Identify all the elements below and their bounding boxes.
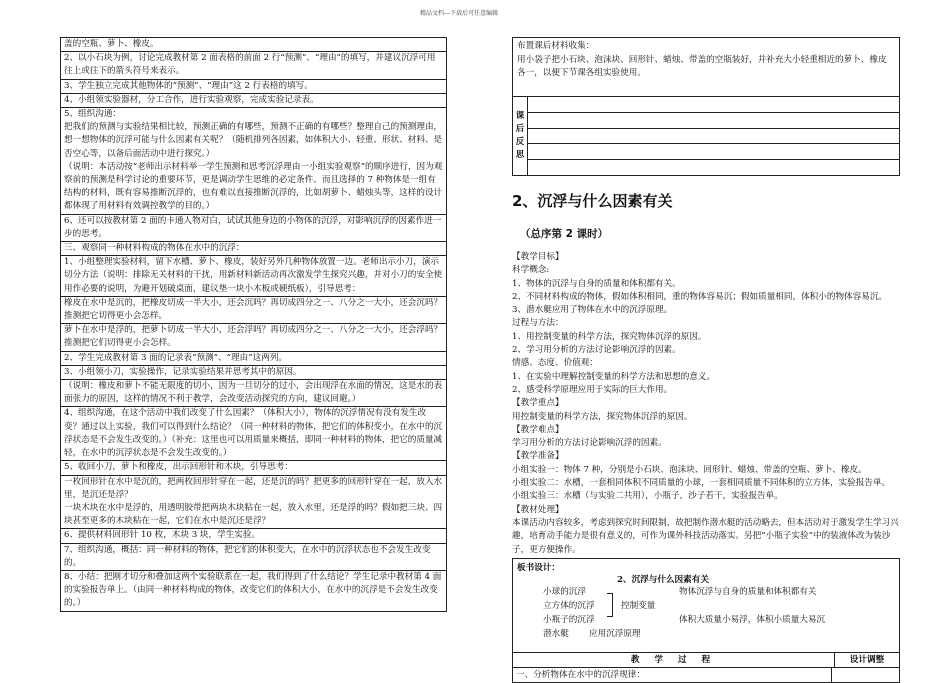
table-row bbox=[61, 366, 446, 380]
row-text: （说明：本活动按“老师出示材料举一学生预测和思考沉浮理由一小组实验观察”的顺序进行，因为观察前的预测是科学讨论的重要环节，更是调动学生思维的必定条件。而且选择的 7 种物体是一组有结构的材料，既有容易推断沉浮的，也有难以直接推断沉浮的，比如胡萝卜、蜡烛头等，这样的设计都体现了用材料有效调控教学的目的。） bbox=[64, 161, 443, 212]
table-row bbox=[61, 215, 446, 242]
table-row bbox=[61, 94, 446, 108]
row-text: 把我们的预测与实验结果相比较，预测正确的有哪些，预测不正确的有哪些？整理自己的预测理由，想一想物体的沉浮可能与什么因素有关呢？（随机排列各因素，如体积大小、轻重、形状、材料、是否空心等，以备后面活动中进行探究。） bbox=[64, 122, 443, 159]
reflection-char: 思 bbox=[515, 150, 525, 160]
lesson-title: 2、沉浮与什么因素有关 bbox=[512, 192, 673, 210]
reflection-line bbox=[528, 129, 899, 145]
body-line: 【教学准备】 bbox=[512, 451, 564, 462]
body-line: 1、在实验中理解控制变量的科学方法和思想的意义。 bbox=[512, 371, 716, 382]
body-line: 科学概念: bbox=[512, 265, 550, 276]
body-line: 【教学重点】 bbox=[512, 398, 564, 409]
table-row bbox=[61, 256, 446, 297]
board-item: 小瓶子的沉浮 bbox=[543, 614, 595, 625]
lesson-body bbox=[512, 251, 900, 557]
row-text: 盖的空瓶、萝卜、橡皮。 bbox=[64, 39, 159, 49]
reflection-line bbox=[528, 160, 899, 175]
row-text: 一块木块在水中是浮的，用透明胶带把两块木块粘在一起，放入水里，还是浮的吗？假如把三块、四块甚至更多的木块粘在一起，它们在水中是沉还是浮？ bbox=[64, 502, 443, 527]
materials-box bbox=[512, 37, 900, 97]
row-text: 2、学生完成教材第 3 面的记录表“预测”、“理由”这两列。 bbox=[64, 352, 288, 363]
body-line: 1、物体的沉浮与自身的质量和体积都有关。 bbox=[512, 278, 681, 289]
lesson-subtitle: （总序第 2 课时） bbox=[520, 228, 609, 240]
board-apply: 应用沉浮原理 bbox=[589, 628, 641, 639]
reflection-label bbox=[513, 97, 528, 175]
table-row bbox=[61, 352, 446, 366]
reflection-box bbox=[512, 97, 900, 176]
table-row bbox=[61, 324, 446, 351]
adjust-header: 设计调整 bbox=[849, 654, 885, 665]
body-line: 【教学目标】 bbox=[512, 252, 564, 262]
body-line: 小组实验一：物体 7 种，分别是小石块、泡沫块、回形针、蜡烛、带盖的空瓶、萝卜、橡皮。 bbox=[512, 464, 867, 475]
table-row bbox=[61, 80, 446, 94]
body-line: 2、感受科学原理应用于实际的巨大作用。 bbox=[512, 384, 673, 395]
table-row bbox=[61, 380, 446, 407]
reflection-line bbox=[528, 144, 899, 160]
table-row bbox=[61, 461, 446, 475]
board-design bbox=[512, 558, 900, 653]
row-text: 7、组织沟通，概括：同一种材料的物体，把它们的体积变大，在水中的沉浮状态也不会发生改变的。 bbox=[64, 544, 431, 568]
board-item: 立方体的沉浮 bbox=[543, 600, 595, 611]
body-line: 小组实验二：水槽，一套相同体积不同质量的小球，一套相同质量不同体积的立方体，实验报告单。 bbox=[512, 478, 891, 489]
board-right: 体积大质量小易浮，体积小质量大易沉 bbox=[679, 614, 826, 625]
body-line: 本课活动内容较多，考虑到探究时间限制，故把制作潜水艇的活动略去，但本活动对于激发学生学习兴趣，培育动手能力是很有意义的，可作为课外科技活动落实。另把“小瓶子实验”中的装液体改为装沙子，更方便操作。 bbox=[512, 517, 899, 555]
adjust-cell bbox=[832, 668, 896, 682]
row-text: 4、组织沟通，在这个活动中我们改变了什么因素？（体积大小），物体的沉浮情况有没有发生改变？通过以上实验，我们可以得到什么结论？（同一种材料的物体，把它们的体积变小，在水中的沉浮状态是不会发生改变的。）（补充：这里也可以用质量来概括，即同一种材料的物体，把它的质量减轻，在水中的沉浮状态是不会发生改变的。） bbox=[64, 408, 443, 459]
body-line: 1、用控制变量的科学方法，探究物体沉浮的原因。 bbox=[512, 331, 707, 342]
row-text: 5、收回小刀，萝卜和橡皮，出示回形针和木块，引导思考： bbox=[64, 462, 293, 473]
body-line: 情感、态度、价值观： bbox=[512, 358, 598, 369]
body-line: 【教学难点】 bbox=[512, 424, 564, 435]
body-line: 2、学习用分析的方法讨论影响沉浮的因素。 bbox=[512, 345, 681, 356]
process-first-step: 一、分析物体在水中的沉浮规律： bbox=[516, 668, 832, 682]
board-control: 控制变量 bbox=[621, 600, 656, 611]
body-line: 【教材处理】 bbox=[512, 504, 564, 515]
table-row bbox=[61, 544, 446, 571]
row-text: 6、还可以按教材第 2 面的卡通人物对白，试试其他身边的小物体的沉浮，对影响沉浮的因素作进一步的思考。 bbox=[64, 215, 442, 239]
row-text: 一枚回形针在水中是沉的，把两枚回形针穿在一起，还是沉的吗？把更多的回形针穿在一起，放入水里，是沉还是浮？ bbox=[64, 476, 443, 500]
body-line: 学习用分析的方法讨论影响沉浮的因素。 bbox=[512, 438, 667, 449]
row-text: 2、以小石块为例，讨论完成教材第 2 面表格的前面 2 行“预测”、“理由”的填写，并建议沉浮可用往上或往下的箭头符号来表示。 bbox=[64, 53, 436, 77]
row-text: 橡皮在水中是沉的，把橡皮切成一半大小，还会沉吗？再切成四分之一、八分之一大小，还会沉吗？推测把它切得更小会怎样。 bbox=[64, 297, 443, 322]
reflection-char: 课 bbox=[515, 111, 525, 121]
table-row bbox=[61, 297, 446, 324]
row-text: 3、小组领小刀，实验操作，记录实验结果并思考其中的原因。 bbox=[64, 366, 302, 377]
row-text: 三、观察同一种材料构成的物体在水中的沉浮： bbox=[64, 243, 245, 254]
table-row bbox=[61, 529, 446, 543]
reflection-line bbox=[528, 113, 899, 129]
board-item: 小球的沉浮 bbox=[543, 586, 586, 597]
board-label: 板书设计： bbox=[517, 562, 560, 573]
board-brace bbox=[607, 593, 613, 617]
row-text: 8、小结：把刚才切分和叠加这两个实验联系在一起，我们得到了什么结论？学生记录中教材第 4 面的实验报告单上。（由同一种材料构成的物体，改变它们的体积大小，在水中的沉浮是不会发生改变的。） bbox=[64, 571, 442, 609]
header-note: 精品文档---下载后可任意编辑 bbox=[420, 10, 499, 17]
row-text: 5、组织沟通： bbox=[64, 109, 122, 120]
row-text: 萝卜在水中是浮的，把萝卜切成一半大小，还会浮吗？再切成四分之一、八分之一大小，还会浮吗？推测把它们切得更小会怎样。 bbox=[64, 325, 443, 349]
reflection-char: 后 bbox=[515, 124, 525, 134]
reflection-lines bbox=[528, 97, 899, 175]
row-text: 6、提供材料回形针 10 枚，木块 3 块，学生实验。 bbox=[64, 530, 261, 541]
reflection-line bbox=[528, 97, 899, 113]
table-row bbox=[61, 571, 446, 612]
table-row bbox=[61, 476, 446, 530]
row-text: 3、学生独立完成其他物体的“预测”、“理由”这 2 行表格的填写。 bbox=[64, 80, 313, 91]
left-lesson-table bbox=[60, 37, 447, 612]
table-row bbox=[61, 52, 446, 79]
body-line: 小组实验三：水槽（与实验二共用），小瓶子，沙子若干，实验报告单。 bbox=[512, 491, 783, 502]
body-line: 过程与方法： bbox=[512, 318, 564, 329]
table-row bbox=[61, 407, 446, 461]
reflection-char: 反 bbox=[515, 137, 525, 147]
row-text: 1、小组整理实验材料，留下水槽、萝卜、橡皮，装好另外几种物体放置一边。老师出示小刀，演示切分方法（说明：排除无关材料的干扰，用新材料新活动再次激发学生探究兴趣，并对小刀的安全使用作必要的说明，为避开划破桌面，建议垫一块小木板或硬纸板），引导思考： bbox=[64, 257, 443, 294]
process-header-row bbox=[512, 653, 900, 668]
process-row bbox=[512, 668, 900, 683]
table-row bbox=[61, 242, 446, 256]
materials-text: 布置课后材料收集： 用小袋子把小石块、泡沫块、回形针、蜡烛、带盖的空瓶装好，并补充大小轻重相近的萝卜、橡皮各一，以便下节课各组实验使用。 bbox=[517, 41, 887, 78]
board-right: 物体沉浮与自身的质量和体积都有关 bbox=[679, 586, 817, 597]
right-column bbox=[512, 37, 900, 683]
process-header: 教 学 过 程 bbox=[513, 653, 835, 667]
row-text: 4、小组领实验器材，分工合作，进行实验观察，完成实验记录表。 bbox=[64, 94, 319, 105]
body-line: 3、潜水艇应用了物体在水中的沉浮原理。 bbox=[512, 305, 673, 316]
table-row bbox=[61, 108, 446, 215]
board-item: 潜水艇 bbox=[543, 628, 569, 639]
table-row bbox=[61, 38, 446, 52]
body-line: 2、不同材料构成的物体，假如体积相同，重的物体容易沉；假如质量相同，体积小的物体容易沉。 bbox=[512, 291, 888, 302]
row-text: （说明：橡皮和萝卜不能无限度的切小，因为一旦切分的过小，会出现浮在水面的情况，这是水的表面张力的原因，这样的情况不利于教学，会改变活动探究的方向，建议回避。） bbox=[64, 381, 443, 405]
body-line: 用控制变量的科学方法，探究物体沉浮的原因。 bbox=[512, 411, 693, 422]
board-title: 2、沉浮与什么因素有关 bbox=[617, 574, 709, 585]
